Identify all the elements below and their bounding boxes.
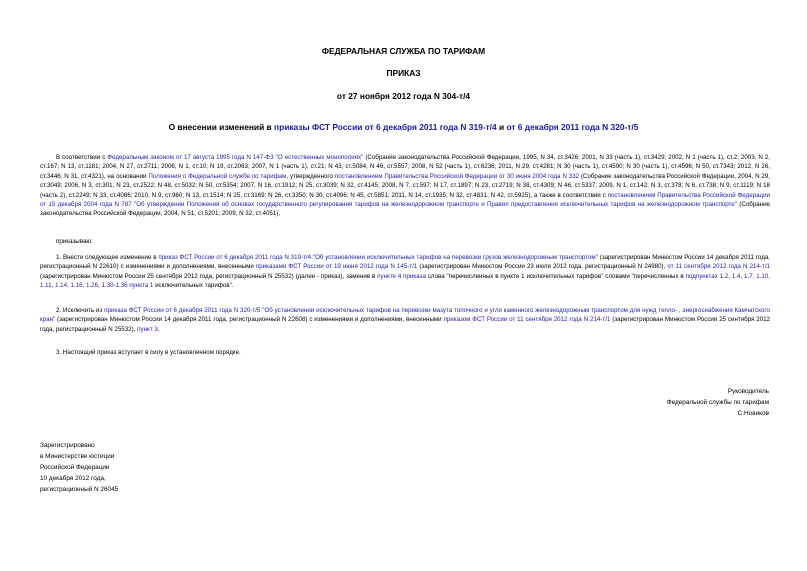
document-title	[0, 122, 807, 132]
item-3-paragraph: 3. Настоящий приказ вступает в силу в установленном порядке.	[56, 349, 241, 356]
registration-line-3: Российской Федерации	[40, 464, 110, 471]
signature-agency: Федеральной службы по тарифам	[666, 399, 769, 406]
signature-block	[667, 386, 769, 419]
preamble-text-4: (Собрание законодательства Российской Федерации, 2004, N 29, ст.3049; 2006, N 3, ст.301; N 23, ст.2522; N 48, ст.5032; N 50, ст.5354; 2007, N 16, ст.1912; N 25, ст.3039; N 32, ст.4145; 2008, N 7, ст.597; N 17, ст.1897; N 23, ст.2719; N 38, ст.4309; N 46, ст.5337; 2009, N 1, ст.142; N 3, ст.378; N 6, ст.738; N 9, ст.1119; N 18 (часть 2), ст.2249; N 33, ст.4086; 2010, N 9, ст.960; N 13, ст.1514; N 25, ст.3169; N 26, ст.3350; N 30, ст.4096; N 45, ст.5851; 2011, N 14, ст.1935; N 32, ст.4831; N 42, ст.5925), а также в соответствии с	[40, 172, 770, 199]
agency-heading: ФЕДЕРАЛЬНАЯ СЛУЖБА ПО ТАРИФАМ	[321, 46, 486, 56]
link-fst-regulation[interactable]: Положения о Федеральной службе по тарифам	[148, 172, 287, 180]
signature-name: С.Новиков	[737, 410, 769, 417]
link-order-319[interactable]: приказ ФСТ России от 6 декабря 2011 года N 319-т/4 "Об установлении исключительных тарифов на перевозки грузов железнодорожным транспортом"	[158, 254, 598, 261]
link-order-214-a[interactable]: от 11 сентября 2012 года N 214-т/1	[667, 263, 770, 271]
registration-line-2: в Министерстве юстиции	[40, 453, 115, 460]
link-order-145[interactable]: приказами ФСТ России от 19 июня 2012 года N 145-т/1	[255, 263, 418, 271]
item1-text-4: (зарегистрирован Минюстом России 25 сентября 2012 года, регистрационный N 25532) (далее - приказ), заменив в	[40, 272, 378, 280]
item-2-paragraph	[40, 306, 770, 334]
registration-line-1: Зарегистрировано	[40, 442, 95, 449]
item-1-paragraph	[40, 253, 770, 291]
registration-block	[40, 440, 118, 495]
link-clause-3[interactable]: пункт 3	[137, 325, 158, 333]
order-word: приказываю:	[56, 238, 93, 245]
registration-line-5: регистрационный N 26045	[40, 486, 119, 493]
item1-text-5: слова "перечисленных в пункте 1 исключительных тарифов" словами "перечисленных в	[425, 272, 686, 280]
signature-position: Руководитель	[727, 388, 769, 395]
link-federal-law-147[interactable]: Федеральным законом от 17 августа 1995 года N 147-ФЗ "О естественных монополиях"	[107, 154, 364, 161]
preamble-text-2: (Собрание законодательства Российской Федерации, 1995, N 34, ст.3426; 2001, N 33 (часть 1), ст.3429; 2002, N 1 (часть 1), ст.2; 2003, N 2, ст.167; N 13, ст.1181; 2004, N 27, ст.2711; 2006, N 1, ст.10; N 19, ст.2063; 2007, N 1 (часть 1), ст.21; N 43, ст.5084; N 46, ст.5557; 2008, N 52 (часть 1), ст.6236; 2011, N 29, ст.4281; N 30 (часть 1), ст.4590; N 30 (часть 1), ст.4596; N 50, ст.7343; 2012, N 26, ст.3446; N 31, ст.4321), на основании	[40, 154, 770, 180]
item1-text-3: (зарегистрирован Минюстом России 23 июля 2012 года, регистрационный N 24980),	[417, 263, 668, 271]
title-text-1: О внесении изменений в	[168, 122, 275, 132]
link-order-214-b[interactable]: приказом ФСТ России от 11 сентября 2012 года N 214-т/1	[443, 316, 611, 324]
preamble-text-3: , утвержденного	[286, 172, 335, 180]
link-government-decree-332[interactable]: постановлением Правительства Российской Федерации от 30 июня 2004 года N 332	[334, 172, 579, 180]
title-text-3: и	[496, 122, 507, 132]
link-clause-4[interactable]: пункте 4 приказа	[377, 272, 426, 280]
item2-text-3: (зарегистрирован Минюстом России 25 сентября 2012 года, регистрационный N 25532),	[40, 316, 770, 333]
item1-text-1: 1. Внести следующее изменение в	[56, 254, 159, 261]
title-link-order-319[interactable]: приказы ФСТ России от 6 декабря 2011 года N 319-т/4	[274, 122, 497, 132]
doc-type-heading: ПРИКАЗ	[386, 68, 421, 78]
preamble-paragraph	[40, 153, 770, 219]
registration-line-4: 10 декабря 2012 года,	[40, 475, 106, 482]
link-order-320[interactable]: приказа ФСТ России от 6 декабря 2011 года N 320-т/5 "Об установлении исключительных тарифов на перевозки мазута топочного и угля каменного железнодорожным транспортом для нужд тепло- , энергоснабжения Камчатского края"	[40, 307, 770, 324]
item1-text-6: исключительных тарифов".	[153, 282, 234, 290]
doc-date-heading: от 27 ноября 2012 года N 304-т/4	[336, 91, 471, 101]
item2-text-1: 2. Исключить из	[56, 307, 105, 314]
link-government-decree-787[interactable]: постановлением Правительства Российской Федерации от 15 декабря 2004 года N 787 "Об утверждении Положения об основах государственного регулирования тарифов на железнодорожном транспорте и Правил предоставления исключительных тарифов на железнодорожном транспорте"	[40, 191, 770, 209]
preamble-text-1: В соответствии с	[56, 154, 108, 161]
item2-text-4: .	[157, 325, 160, 333]
preamble-text-5: (Собрание законодательства Российской Федерации, 2004, N 51, ст.5201; 2009, N 32, ст.4051),	[40, 201, 770, 218]
item2-text-2: (зарегистрирован Минюстом России 14 декабря 2011 года, регистрационный N 22608) с изменениями и дополнениями, внесенными	[55, 316, 444, 324]
link-subclauses[interactable]: подпунктах 1.2, 1.4, 1.7, 1.10, 1.11, 1.14, 1.16, 1.26, 1.30-1.36 пункта 1	[40, 272, 771, 290]
title-link-order-320[interactable]: от 6 декабря 2011 года N 320-т/5	[506, 122, 639, 132]
item1-text-2: (зарегистрирован Минюстом России 14 декабря 2011 года, регистрационный N 22610) с изменениями и дополнениями, внесенными	[40, 254, 770, 271]
